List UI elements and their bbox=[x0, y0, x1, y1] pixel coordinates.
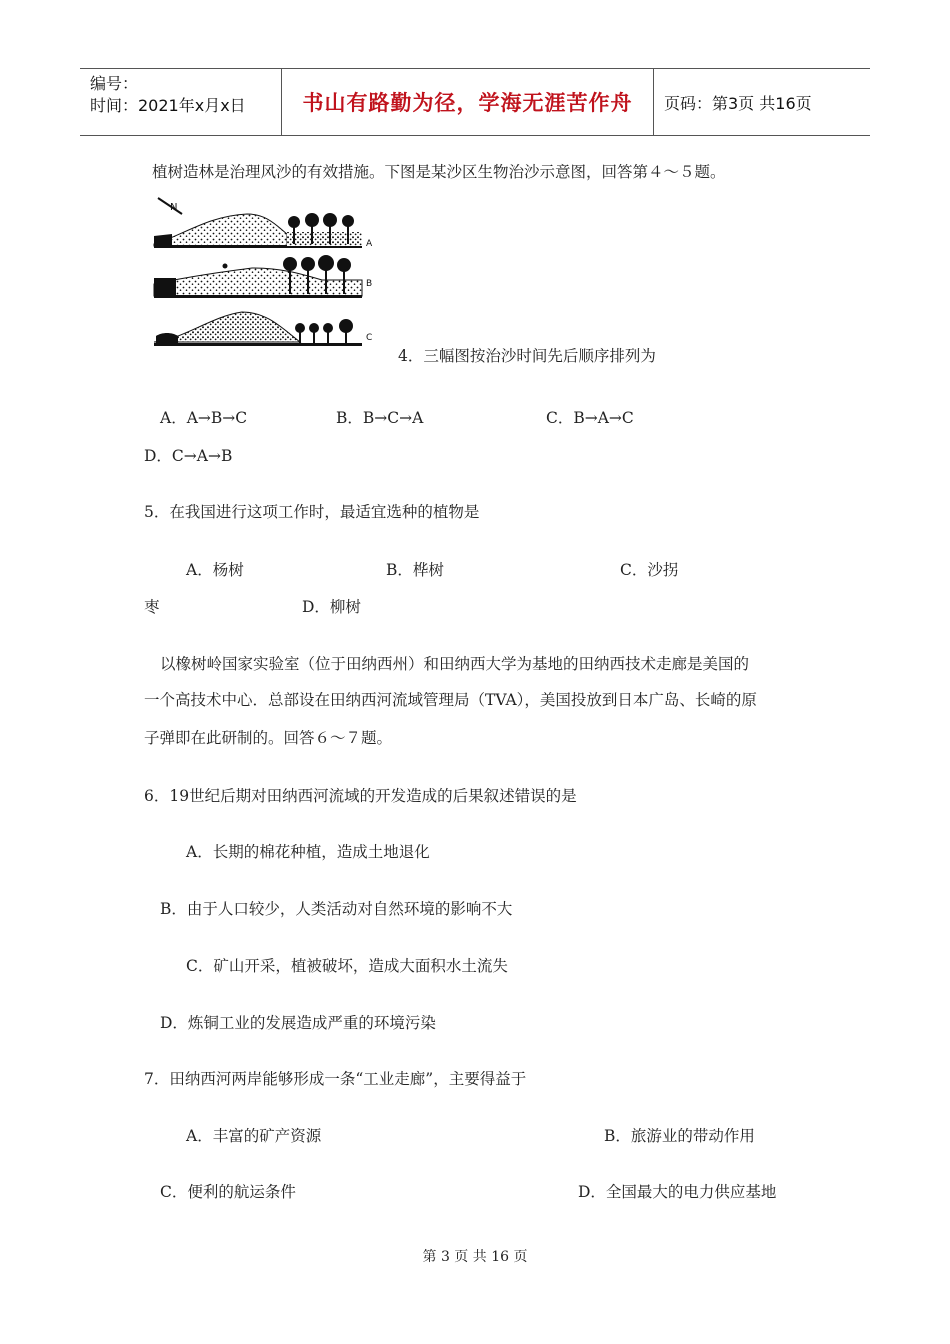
header-motto: 书山有路勤为径，学海无涯苦作舟 bbox=[282, 69, 654, 135]
page-header bbox=[80, 68, 870, 136]
north-label: N bbox=[170, 202, 178, 213]
page-footer: 第 3 页 共 16 页 bbox=[422, 1249, 528, 1265]
q7-option-d: D．全国最大的电力供应基地 bbox=[578, 1183, 777, 1201]
trees-c bbox=[295, 319, 353, 343]
q4-option-c: C．B→A→C bbox=[546, 409, 634, 427]
header-page-info: 页码：第3页 共16页 bbox=[664, 93, 812, 113]
panel-label-c: C bbox=[366, 333, 373, 343]
panel-c bbox=[154, 312, 372, 346]
intro-text-2-line2: 一个高技术中心．总部设在田纳西河流域管理局（TVA），美国投放到日本广岛、长崎的原 bbox=[144, 691, 757, 709]
q7-stem: 7．田纳西河两岸能够形成一条“工业走廊”，主要得益于 bbox=[144, 1070, 527, 1088]
q5-option-a: A．杨树 bbox=[186, 561, 244, 579]
q6-option-b: B．由于人口较少，人类活动对自然环境的影响不大 bbox=[160, 900, 513, 918]
intro-text-2-line1: 以橡树岭国家实验室（位于田纳西州）和田纳西大学为基地的田纳西技术走廊是美国的 bbox=[160, 655, 750, 673]
panel-label-a: A bbox=[366, 239, 373, 249]
q7-option-a: A．丰富的矿产资源 bbox=[186, 1127, 322, 1145]
q7-option-c: C．便利的航运条件 bbox=[160, 1183, 296, 1201]
q5-option-c: C．沙拐 bbox=[620, 561, 679, 579]
q5-option-b: B．桦树 bbox=[386, 561, 444, 579]
intro-text-2-line3: 子弹即在此研制的。回答６～７题。 bbox=[144, 729, 393, 747]
q4-option-d: D．C→A→B bbox=[144, 447, 233, 465]
intro-text-1: 植树造林是治理风沙的有效措施。下图是某沙区生物治沙示意图，回答第４～５题。 bbox=[152, 163, 726, 181]
q6-option-c: C．矿山开采，植被破坏，造成大面积水土流失 bbox=[186, 957, 508, 975]
q4-stem: 4．三幅图按治沙时间先后顺序排列为 bbox=[398, 347, 656, 365]
panel-label-b: B bbox=[366, 279, 373, 289]
q5-option-c-cont: 枣 bbox=[144, 598, 160, 616]
panel-b bbox=[154, 255, 372, 298]
time-label: 时间：2021年x月x日 bbox=[90, 96, 246, 115]
q7-option-b: B．旅游业的带动作用 bbox=[604, 1127, 755, 1145]
q4-option-b: B．B→C→A bbox=[336, 409, 424, 427]
code-label: 编号： bbox=[90, 74, 139, 93]
q5-stem: 5．在我国进行这项工作时，最适宜选种的植物是 bbox=[144, 503, 480, 521]
header-meta bbox=[80, 69, 282, 135]
sand-control-figure bbox=[152, 196, 378, 352]
q4-option-a: A．A→B→C bbox=[160, 409, 248, 427]
q6-option-d: D．炼铜工业的发展造成严重的环境污染 bbox=[160, 1014, 436, 1032]
q6-option-a: A．长期的棉花种植，造成土地退化 bbox=[186, 843, 430, 861]
q5-option-d: D．柳树 bbox=[302, 598, 361, 616]
panel-a bbox=[154, 213, 373, 249]
q6-stem: 6．19世纪后期对田纳西河流域的开发造成的后果叙述错误的是 bbox=[144, 787, 577, 805]
